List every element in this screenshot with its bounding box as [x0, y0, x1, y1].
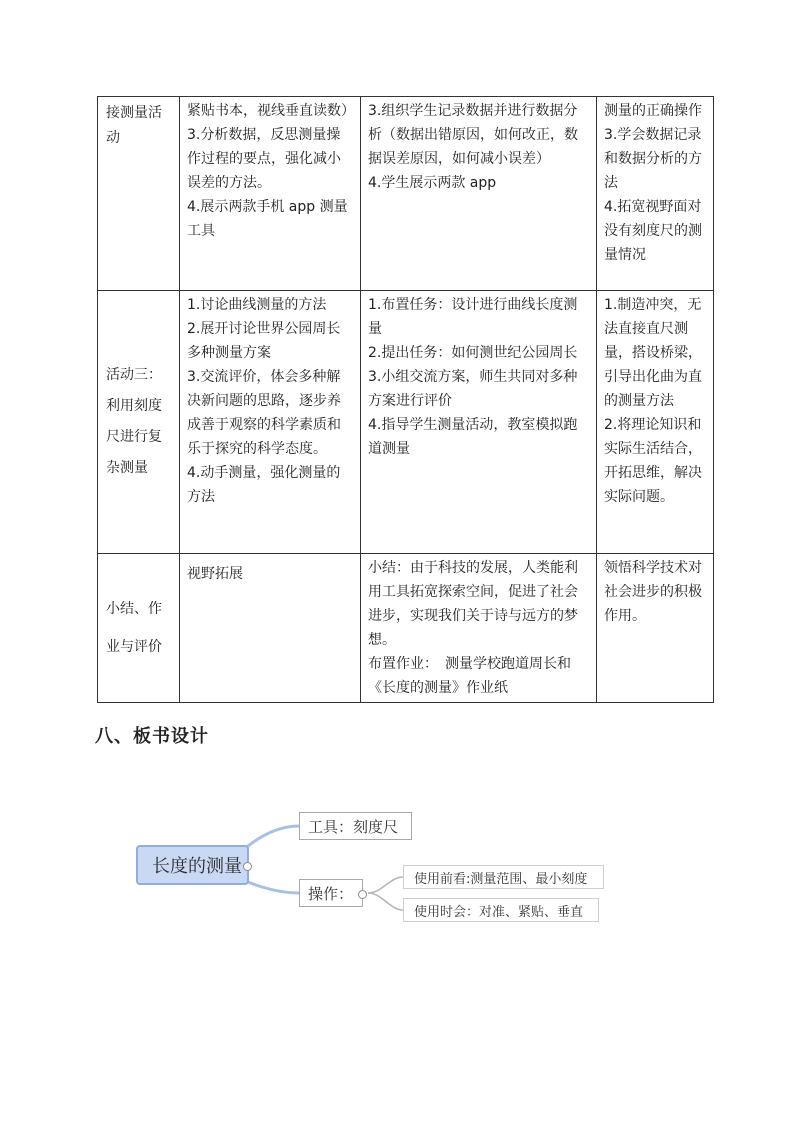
teacher-activity-cell [361, 291, 597, 554]
stage-cell [98, 554, 180, 703]
teacher-activity-cell [361, 97, 597, 291]
stage-line: 尺进行复 [106, 429, 162, 445]
stage-line: 动 [106, 130, 120, 146]
cell-line: 视野拓展 [187, 566, 243, 582]
cell-line: 3.交流评价，体会多种解决新问题的思路，逐步养成善于观察的科学素质和乐于探究的科学态度。 [187, 369, 341, 457]
connector-root-tool [243, 826, 299, 850]
tool-label: 工具：刻度尺 [308, 817, 399, 836]
table-row [98, 97, 714, 291]
lesson-plan-table [97, 96, 714, 703]
collapse-icon [243, 862, 252, 871]
cell-line: 4.学生展示两款 app [368, 175, 497, 191]
cell-line: 4.指导学生测量活动，教室模拟跑道测量 [368, 417, 578, 457]
cell-line: 4.动手测量，强化测量的方法 [187, 465, 341, 505]
stage-line: 接测量活 [106, 105, 162, 121]
design-intent-cell [597, 97, 714, 291]
connector-root-op [243, 880, 299, 893]
connector-op-leaf2 [368, 893, 403, 910]
cell-line: 1.制造冲突，无法直接直尺测量，搭设桥梁，引导出化曲为直的测量方法 [604, 297, 702, 409]
table-row [98, 291, 714, 554]
cell-line: 测量的正确操作 [604, 103, 702, 119]
design-intent-cell [597, 291, 714, 554]
cell-line: 领悟科学技术对社会进步的积极作用。 [604, 560, 702, 624]
cell-line: 紧贴书本，视线垂直读数） [187, 103, 355, 119]
mindmap-leaf-node [403, 865, 604, 889]
root-label: 长度的测量 [152, 856, 242, 877]
cell-line: 布置作业： 测量学校跑道周长和《长度的测量》作业纸 [368, 656, 571, 696]
leaf-label: 使用时会：对准、紧贴、垂直 [414, 904, 584, 920]
cell-line: 4.拓宽视野面对没有刻度尺的测量情况 [604, 199, 702, 263]
operation-label: 操作： [308, 884, 354, 903]
cell-line: 2.提出任务：如何测世纪公园周长 [368, 345, 578, 361]
cell-line: 1.布置任务：设计进行曲线长度测量 [368, 297, 578, 337]
design-intent-cell [597, 554, 714, 703]
stage-cell [98, 97, 180, 291]
stage-line: 杂测量 [106, 460, 148, 476]
table-row [98, 554, 714, 703]
stage-line: 小结、作 [106, 601, 162, 617]
mindmap-operation-node [299, 879, 363, 907]
cell-line: 1.讨论曲线测量的方法 [187, 297, 327, 313]
cell-line: 小结：由于科技的发展，人类能利用工具拓宽探索空间，促进了社会进步，实现我们关于诗与远方的梦想。 [368, 560, 578, 648]
student-activity-cell [180, 554, 361, 703]
teacher-activity-cell [361, 554, 597, 703]
mindmap-root-node [136, 845, 249, 885]
stage-cell [98, 291, 180, 554]
cell-line: 3.分析数据，反思测量操作过程的要点，强化减小误差的方法。 [187, 127, 341, 191]
cell-line: 3.小组交流方案，师生共同对多种方案进行评价 [368, 369, 578, 409]
cell-line: 4.展示两款手机 app 测量工具 [187, 199, 348, 239]
stage-line: 利用刻度 [106, 398, 162, 414]
cell-line: 3.学会数据记录和数据分析的方法 [604, 127, 702, 191]
collapse-icon [358, 890, 367, 899]
student-activity-cell [180, 97, 361, 291]
mindmap-leaf-node [403, 898, 599, 922]
cell-line: 2.展开讨论世界公园周长多种测量方案 [187, 321, 341, 361]
cell-line: 3.组织学生记录数据并进行数据分析（数据出错原因，如何改正，数据误差原因，如何减小误差） [368, 103, 578, 167]
student-activity-cell [180, 291, 361, 554]
stage-line: 活动三： [106, 367, 162, 383]
cell-line: 2.将理论知识和实际生活结合，开拓思维，解决实际问题。 [604, 417, 702, 505]
section-title: 八、板书设计 [95, 726, 209, 747]
mindmap-tool-node [299, 812, 412, 840]
leaf-label: 使用前看:测量范围、最小刻度 [414, 871, 588, 887]
stage-line: 业与评价 [106, 639, 162, 655]
connector-op-leaf1 [368, 877, 403, 893]
